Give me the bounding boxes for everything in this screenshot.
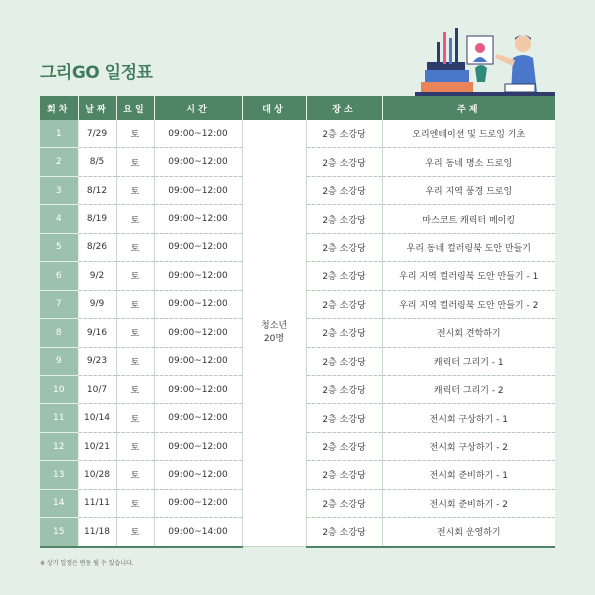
round-cell: 8 — [40, 319, 78, 347]
topic-cell: 캐릭터 그리기 - 1 — [382, 347, 555, 375]
time-cell: 09:00~12:00 — [154, 176, 242, 204]
time-cell: 09:00~12:00 — [154, 461, 242, 489]
place-cell: 2층 소강당 — [306, 489, 382, 517]
date-cell: 8/26 — [78, 233, 116, 261]
place-cell: 2층 소강당 — [306, 262, 382, 290]
day-cell: 토 — [116, 176, 154, 204]
day-cell: 토 — [116, 120, 154, 148]
place-cell: 2층 소강당 — [306, 148, 382, 176]
header-date: 날짜 — [78, 96, 116, 120]
table-row — [40, 120, 555, 148]
time-cell: 09:00~12:00 — [154, 432, 242, 460]
topic-cell: 우리 지역 컬러링북 도안 만들기 - 1 — [382, 262, 555, 290]
artist-illustration — [415, 22, 555, 100]
date-cell: 11/11 — [78, 489, 116, 517]
topic-cell: 전시회 구상하기 - 1 — [382, 404, 555, 432]
topic-cell: 우리 지역 풍경 드로잉 — [382, 176, 555, 204]
header-round: 회차 — [40, 96, 78, 120]
round-cell: 2 — [40, 148, 78, 176]
round-cell: 7 — [40, 290, 78, 318]
place-cell: 2층 소강당 — [306, 347, 382, 375]
place-cell: 2층 소강당 — [306, 290, 382, 318]
topic-cell: 전시회 준비하기 - 1 — [382, 461, 555, 489]
day-cell: 토 — [116, 319, 154, 347]
time-cell: 09:00~12:00 — [154, 290, 242, 318]
time-cell: 09:00~12:00 — [154, 489, 242, 517]
schedule-table — [40, 96, 555, 548]
place-cell: 2층 소강당 — [306, 233, 382, 261]
day-cell: 토 — [116, 205, 154, 233]
topic-cell: 오리엔테이션 및 드로잉 기초 — [382, 120, 555, 148]
target-line2: 20명 — [263, 334, 285, 345]
date-cell: 10/14 — [78, 404, 116, 432]
topic-cell: 전시회 견학하기 — [382, 319, 555, 347]
round-cell: 13 — [40, 461, 78, 489]
time-cell: 09:00~12:00 — [154, 148, 242, 176]
topic-cell: 전시회 운영하기 — [382, 518, 555, 547]
round-cell: 14 — [40, 489, 78, 517]
time-cell: 09:00~12:00 — [154, 262, 242, 290]
topic-cell: 마스코트 캐릭터 메이킹 — [382, 205, 555, 233]
round-cell: 5 — [40, 233, 78, 261]
date-cell: 9/2 — [78, 262, 116, 290]
round-cell: 11 — [40, 404, 78, 432]
time-cell: 09:00~12:00 — [154, 319, 242, 347]
time-cell: 09:00~12:00 — [154, 375, 242, 403]
round-cell: 6 — [40, 262, 78, 290]
time-cell: 09:00~12:00 — [154, 233, 242, 261]
time-cell: 09:00~14:00 — [154, 518, 242, 547]
date-cell: 11/18 — [78, 518, 116, 547]
date-cell: 8/19 — [78, 205, 116, 233]
day-cell: 토 — [116, 489, 154, 517]
day-cell: 토 — [116, 518, 154, 547]
date-cell: 9/9 — [78, 290, 116, 318]
header-time: 시간 — [154, 96, 242, 120]
header-topic: 주제 — [382, 96, 555, 120]
place-cell: 2층 소강당 — [306, 518, 382, 547]
date-cell: 7/29 — [78, 120, 116, 148]
header-day: 요일 — [116, 96, 154, 120]
date-cell: 9/16 — [78, 319, 116, 347]
time-cell: 09:00~12:00 — [154, 120, 242, 148]
day-cell: 토 — [116, 290, 154, 318]
round-cell: 9 — [40, 347, 78, 375]
place-cell: 2층 소강당 — [306, 176, 382, 204]
topic-cell: 우리 동네 명소 드로잉 — [382, 148, 555, 176]
header-place: 장소 — [306, 96, 382, 120]
header-target: 대상 — [242, 96, 306, 120]
day-cell: 토 — [116, 347, 154, 375]
target-cell — [242, 120, 306, 547]
date-cell: 8/5 — [78, 148, 116, 176]
round-cell: 10 — [40, 375, 78, 403]
place-cell: 2층 소강당 — [306, 375, 382, 403]
table-header-row — [40, 96, 555, 120]
round-cell: 4 — [40, 205, 78, 233]
round-cell: 1 — [40, 120, 78, 148]
place-cell: 2층 소강당 — [306, 319, 382, 347]
topic-cell: 전시회 준비하기 - 2 — [382, 489, 555, 517]
date-cell: 10/7 — [78, 375, 116, 403]
time-cell: 09:00~12:00 — [154, 347, 242, 375]
topic-cell: 전시회 구상하기 - 2 — [382, 432, 555, 460]
place-cell: 2층 소강당 — [306, 432, 382, 460]
time-cell: 09:00~12:00 — [154, 404, 242, 432]
date-cell: 10/28 — [78, 461, 116, 489]
round-cell: 3 — [40, 176, 78, 204]
page-title: 그리GO 일정표 — [40, 63, 153, 83]
day-cell: 토 — [116, 432, 154, 460]
time-cell: 09:00~12:00 — [154, 205, 242, 233]
day-cell: 토 — [116, 404, 154, 432]
date-cell: 9/23 — [78, 347, 116, 375]
day-cell: 토 — [116, 375, 154, 403]
day-cell: 토 — [116, 262, 154, 290]
place-cell: 2층 소강당 — [306, 120, 382, 148]
day-cell: 토 — [116, 148, 154, 176]
day-cell: 토 — [116, 461, 154, 489]
topic-cell: 캐릭터 그리기 - 2 — [382, 375, 555, 403]
topic-cell: 우리 지역 컬러링북 도안 만들기 - 2 — [382, 290, 555, 318]
round-cell: 15 — [40, 518, 78, 547]
place-cell: 2층 소강당 — [306, 205, 382, 233]
round-cell: 12 — [40, 432, 78, 460]
target-line1: 청소년 — [260, 321, 288, 332]
day-cell: 토 — [116, 233, 154, 261]
date-cell: 10/21 — [78, 432, 116, 460]
place-cell: 2층 소강당 — [306, 404, 382, 432]
date-cell: 8/12 — [78, 176, 116, 204]
schedule-note: ※ 상기 일정은 변동 될 수 있습니다. — [40, 560, 134, 567]
place-cell: 2층 소강당 — [306, 461, 382, 489]
topic-cell: 우리 동네 컬러링북 도안 만들기 — [382, 233, 555, 261]
